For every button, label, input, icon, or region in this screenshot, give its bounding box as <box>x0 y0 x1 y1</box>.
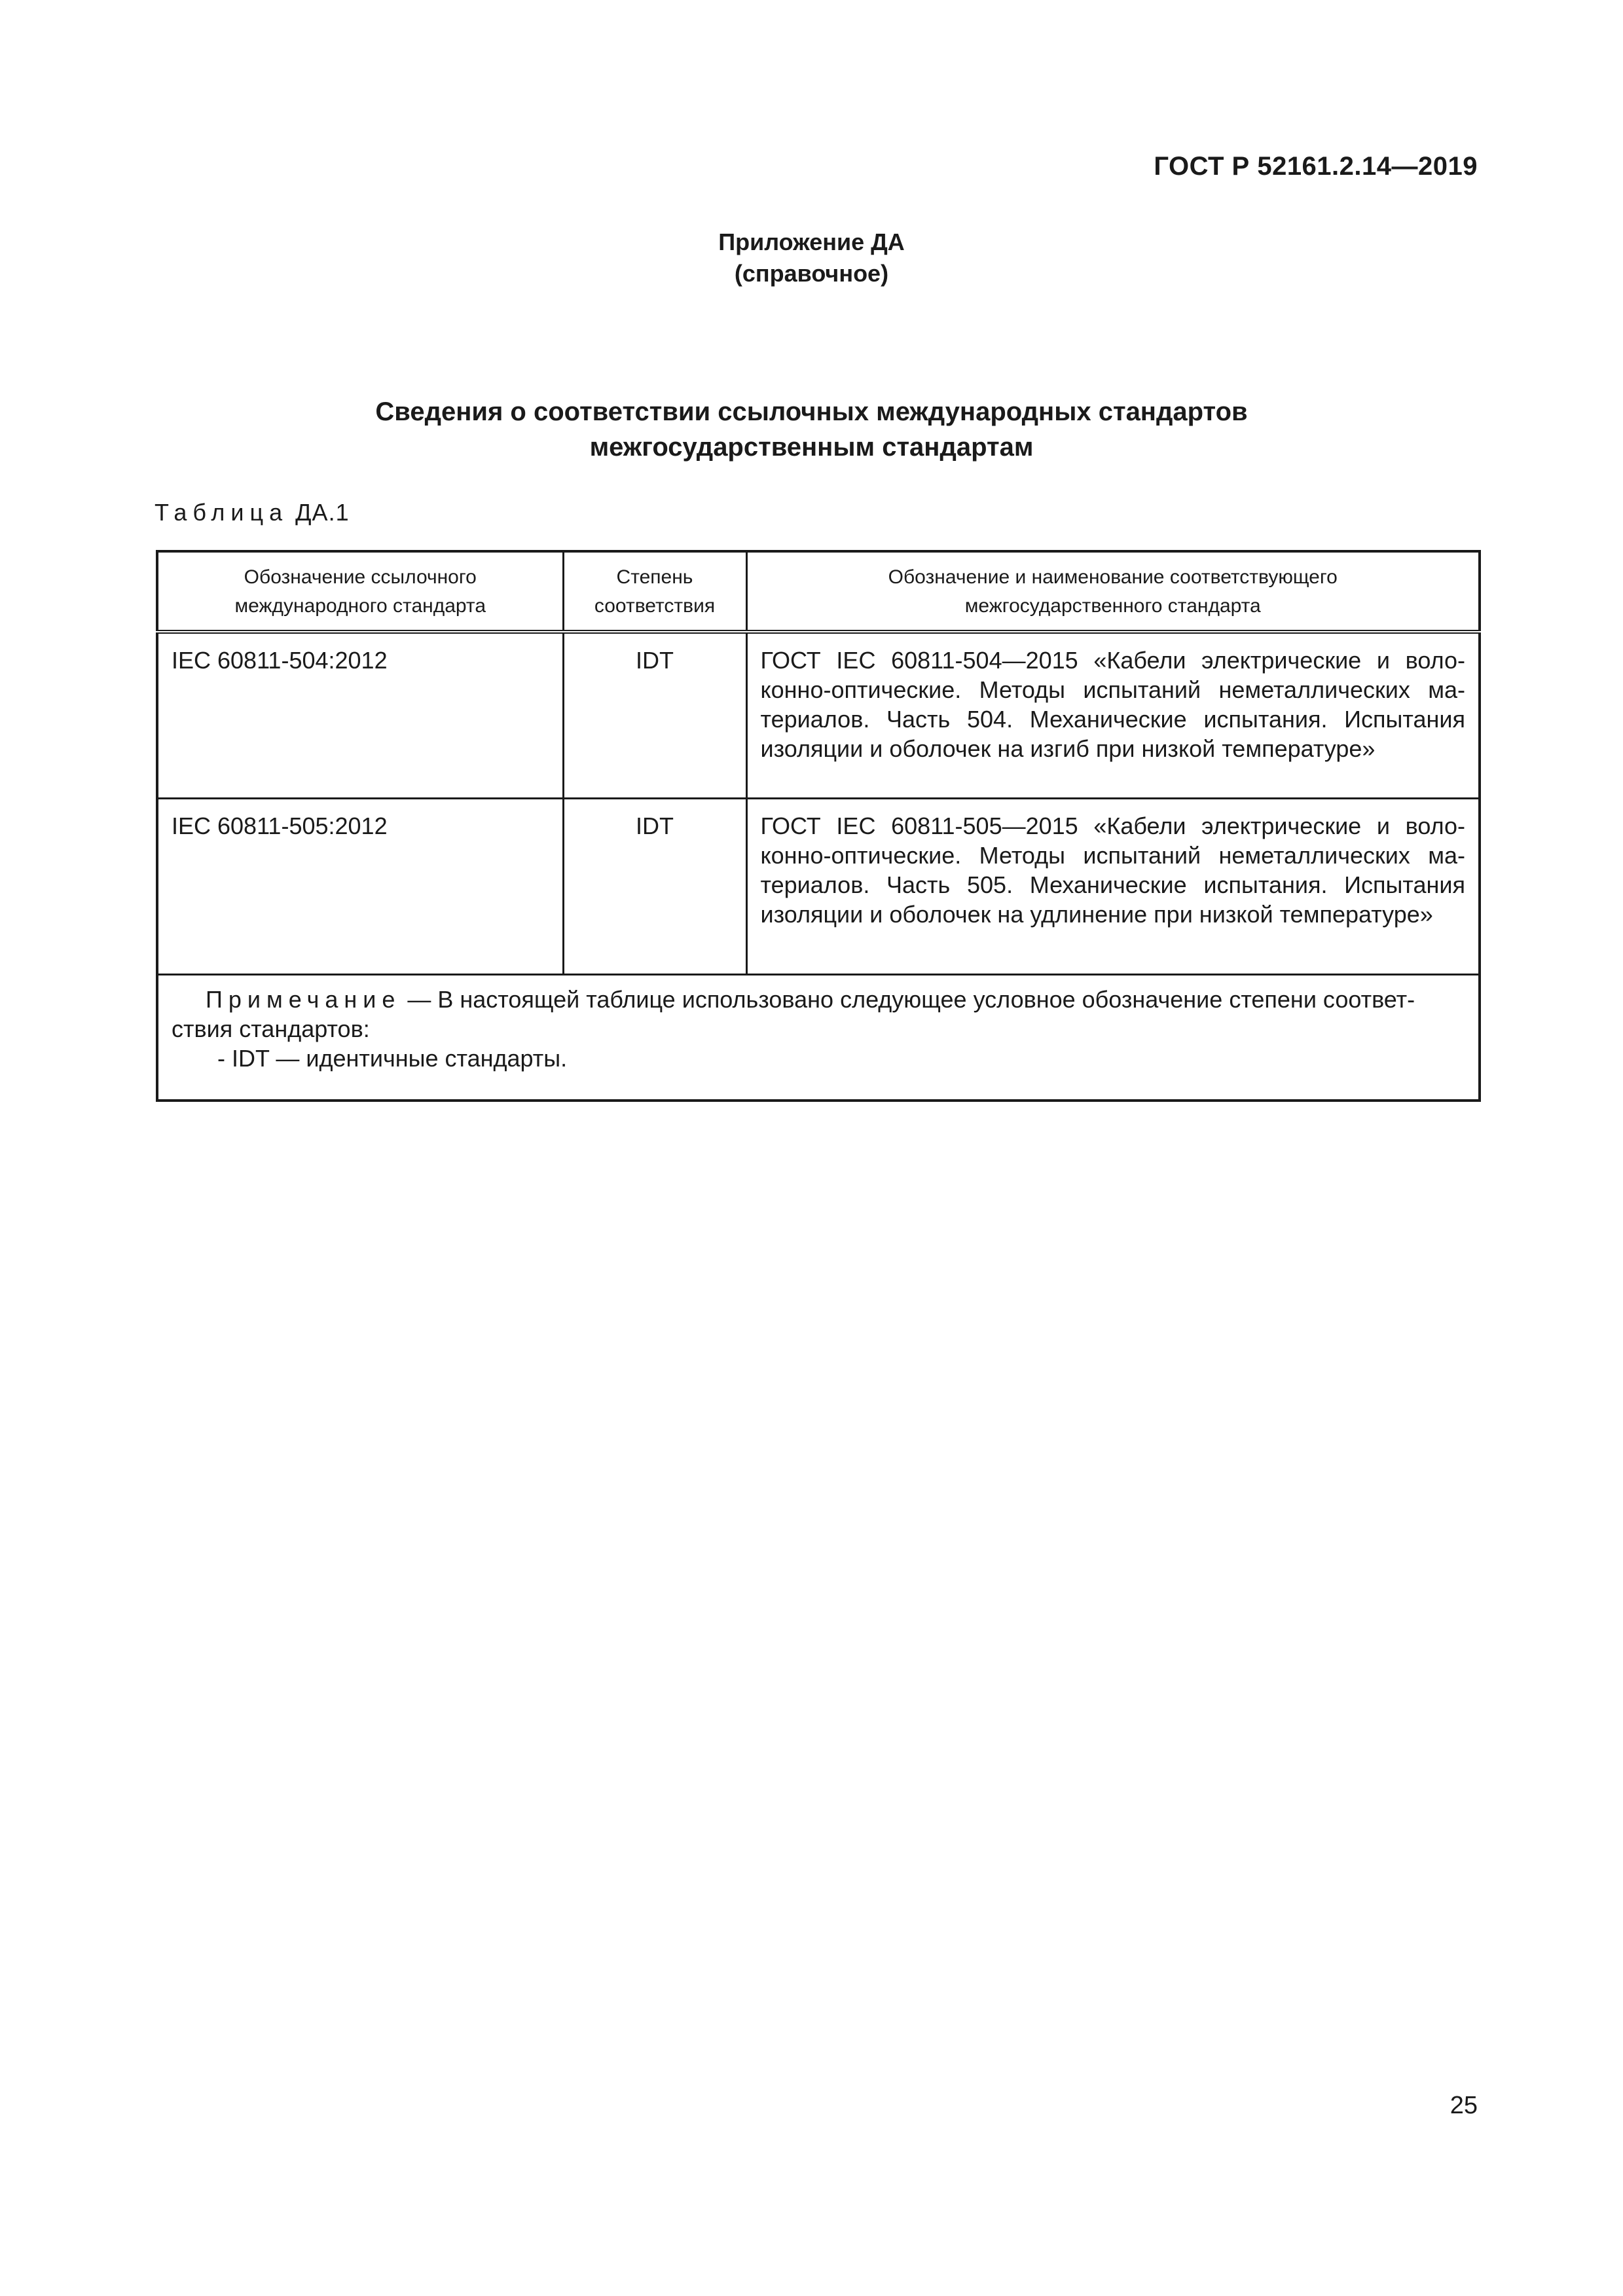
appendix-kind: (справочное) <box>734 260 889 287</box>
degree-cell: IDT <box>563 799 746 975</box>
table-header-row <box>157 551 1480 632</box>
column-header-reference: Обозначение ссылочного международного стандарта <box>157 551 563 632</box>
document-code: ГОСТ Р 52161.2.14—2019 <box>1154 152 1478 181</box>
table-label <box>155 499 350 526</box>
reference-standard-cell: IEC 60811-504:2012 <box>157 632 563 799</box>
table-note <box>157 975 1480 1101</box>
appendix-title <box>0 394 1623 465</box>
table-row <box>157 799 1480 975</box>
appendix-title-line-1: Сведения о соответствии ссылочных международных стандартов <box>375 397 1248 426</box>
table-label-word: Таблица <box>155 499 289 526</box>
note-item: - IDT — идентичные стандарты. <box>217 1045 568 1072</box>
reference-standard-cell: IEC 60811-505:2012 <box>157 799 563 975</box>
appendix-title-line-2: межгосударственным стандартам <box>589 433 1034 462</box>
table-note-row <box>157 975 1480 1101</box>
degree-cell: IDT <box>563 632 746 799</box>
table-row <box>157 632 1480 799</box>
standards-table <box>156 550 1481 1102</box>
table-label-number: ДА.1 <box>295 499 350 526</box>
note-text: — В настоящей таблице использовано следующее условное обозначение степени соответ-ствия стандартов: <box>172 986 1415 1042</box>
appendix-heading <box>0 227 1623 289</box>
note-label: Примечание <box>206 986 401 1013</box>
column-header-degree: Степень соответствия <box>563 551 746 632</box>
interstate-standard-cell: ГОСТ IEC 60811-504—2015 «Кабели электрические и воло-конно-оптические. Методы испытаний неметаллических ма-териалов. Часть 504. Механические испытания. Испытания изоляции и оболочек на изгиб при низкой температуре» <box>746 632 1480 799</box>
page-number: 25 <box>1450 2092 1478 2119</box>
column-header-interstate: Обозначение и наименование соответствующего межгосударственного стандарта <box>746 551 1480 632</box>
appendix-name: Приложение ДА <box>718 228 905 255</box>
interstate-standard-cell: ГОСТ IEC 60811-505—2015 «Кабели электрические и воло-конно-оптические. Методы испытаний неметаллических ма-териалов. Часть 505. Механические испытания. Испытания изоляции и оболочек на удлинение при низкой температуре» <box>746 799 1480 975</box>
